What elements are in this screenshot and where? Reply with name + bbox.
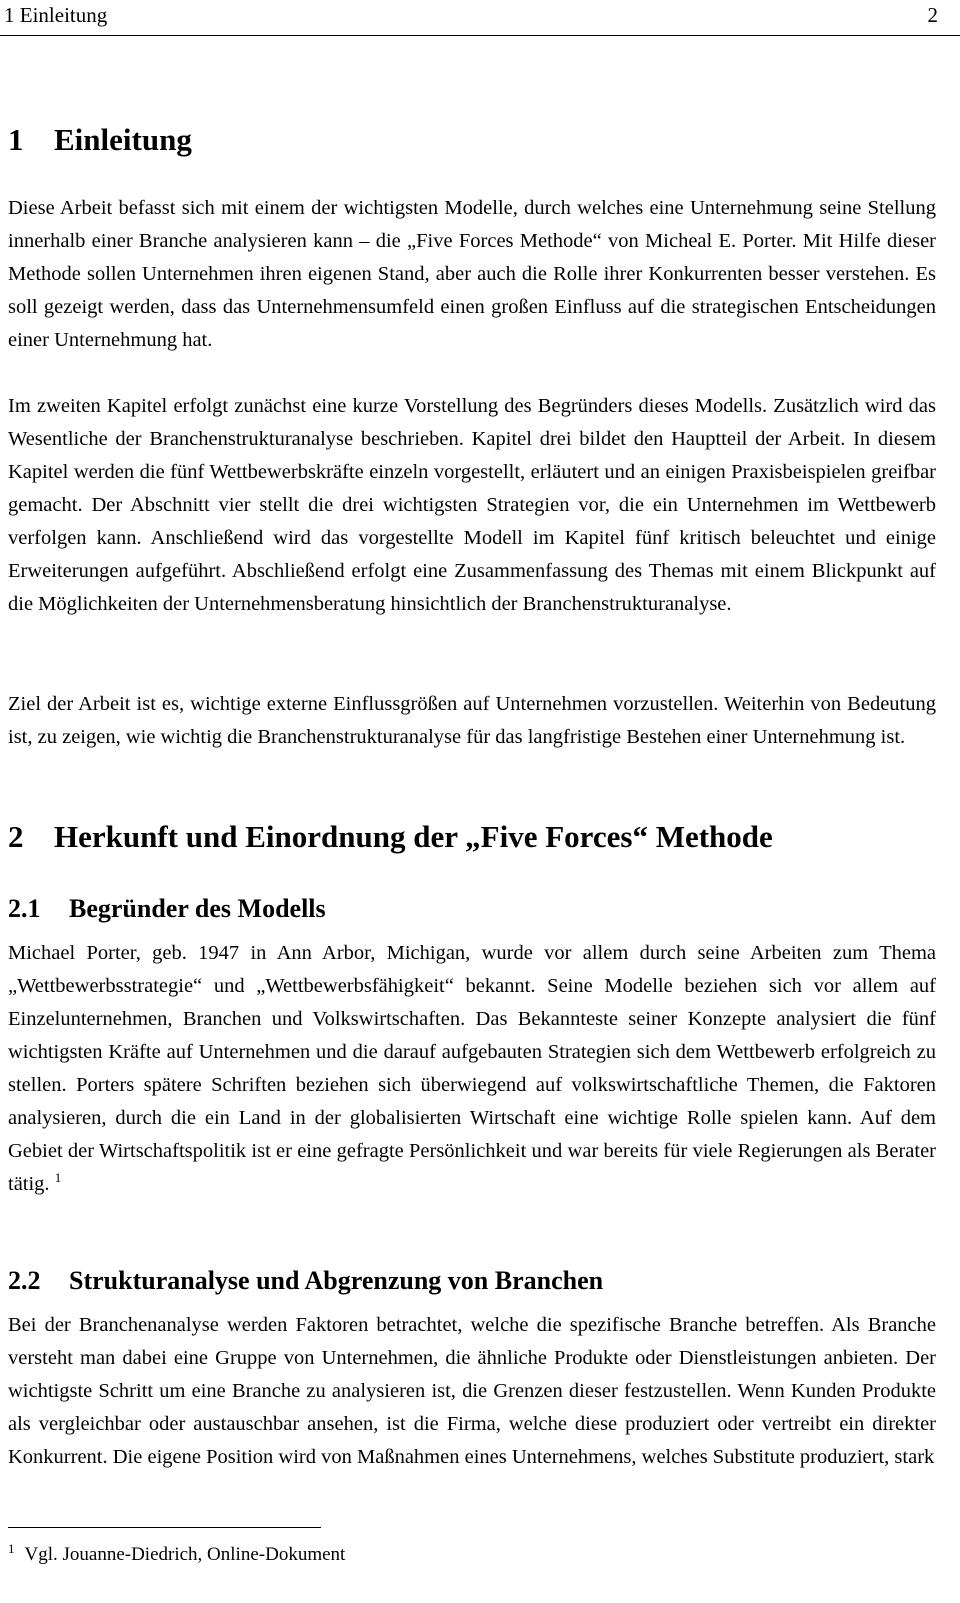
chapter-2-title: Herkunft und Einordnung der „Five Forces“ Methode	[54, 819, 773, 854]
section-2-1-heading	[8, 894, 326, 924]
header-page-number: 2	[927, 3, 938, 27]
section-2-2-heading	[8, 1266, 603, 1296]
chapter-1-paragraph-2: Im zweiten Kapitel erfolgt zunächst eine kurze Vorstellung des Begründers dieses Modells. Zusätzlich wird das Wesentliche der Branchenstrukturanalyse beschrieben. Kapitel drei bildet den Hauptteil der Arbeit. In diesem Kapitel werden die fünf Wettbewerbskräfte einzeln vorgestellt, erläutert und an einigen Praxisbeispielen greifbar gemacht. Der Abschnitt vier stellt die drei wichtigsten Strategien vor, die ein Unternehmen im Wettbewerb verfolgen kann. Anschließend wird das vorgestellte Modell im Kapitel fünf kritisch beleuchtet und einige Erweiterungen aufgeführt. Abschließend erfolgt eine Zusammenfassung des Themas mit einem Blickpunkt auf die Möglichkeiten der Unternehmensberatung hinsichtlich der Branchenstrukturanalyse.	[8, 395, 936, 615]
footnote	[8, 1541, 345, 1566]
chapter-2-heading	[8, 819, 773, 855]
section-2-2-number: 2.2	[8, 1266, 41, 1295]
chapter-1-paragraph-1: Diese Arbeit befasst sich mit einem der wichtigsten Modelle, durch welches eine Unternehmung seine Stellung innerhalb einer Branche analysieren kann – die „Five Forces Methode“ von Micheal E. Porter. Mit Hilfe dieser Methode sollen Unternehmen ihren eigenen Stand, aber auch die Rolle ihrer Konkurrenten besser verstehen. Es soll gezeigt werden, dass das Unternehmensumfeld einen großen Einfluss auf die strategischen Entscheidungen einer Unternehmung hat.	[8, 197, 936, 351]
section-2-2-paragraph: Bei der Branchenanalyse werden Faktoren betrachtet, welche die spezifische Branche betreffen. Als Branche versteht man dabei eine Gruppe von Unternehmen, die ähnliche Produkte oder Dienstleistungen anbieten. Der wichtigste Schritt um eine Branche zu analysieren ist, die Grenzen dieser festzustellen. Wenn Kunden Produkte als vergleichbar oder austauschbar ansehen, ist die Firma, welche diese produziert oder vertreibt ein direkter Konkurrent. Die eigene Position wird von Maßnahmen eines Unternehmens, welches Substitute produziert, stark	[8, 1314, 936, 1468]
footnote-reference[interactable]: 1	[54, 1170, 62, 1185]
footnote-text: Vgl. Jouanne-Diedrich, Online-Dokument	[24, 1544, 346, 1565]
chapter-1-title: Einleitung	[54, 122, 192, 157]
chapter-1-number: 1	[8, 122, 24, 157]
running-header	[0, 0, 960, 36]
section-2-2-title: Strukturanalyse und Abgrenzung von Branchen	[69, 1266, 604, 1295]
section-2-1-text: Michael Porter, geb. 1947 in Ann Arbor, Michigan, wurde vor allem durch seine Arbeiten zum Thema „Wettbewerbsstrategie“ und „Wettbewerbsfähigkeit“ bekannt. Seine Modelle beziehen sich vor allem auf Einzelunternehmen, Branchen und Volkswirtschaften. Das Bekannteste seiner Konzepte analysiert die fünf wichtigsten Kräfte auf Unternehmen und die darauf aufgebauten Strategien sich dem Wettbewerb erfolgreich zu stellen. Porters spätere Schriften beziehen sich überwiegend auf volkswirtschaftliche Themen, die Faktoren analysieren, durch die ein Land in der globalisierten Wirtschaft eine wichtige Rolle spielen kann. Auf dem Gebiet der Wirtschaftspolitik ist er eine gefragte Persönlichkeit und war bereits für viele Regierungen als Berater tätig.	[8, 942, 936, 1195]
chapter-1-paragraph-3: Ziel der Arbeit ist es, wichtige externe Einflussgrößen auf Unternehmen vorzustellen. Weiterhin von Bedeutung ist, zu zeigen, wie wichtig die Branchenstrukturanalyse für das langfristige Bestehen einer Unternehmung ist.	[8, 693, 936, 748]
chapter-1-heading	[8, 122, 192, 158]
header-chapter-title: 1 Einleitung	[4, 3, 108, 27]
footnote-mark: 1	[8, 1541, 15, 1556]
section-2-1-paragraph	[8, 937, 936, 1201]
footnote-divider	[8, 1527, 321, 1528]
section-2-1-title: Begründer des Modells	[69, 894, 326, 923]
section-2-1-number: 2.1	[8, 894, 41, 923]
chapter-2-number: 2	[8, 819, 24, 854]
